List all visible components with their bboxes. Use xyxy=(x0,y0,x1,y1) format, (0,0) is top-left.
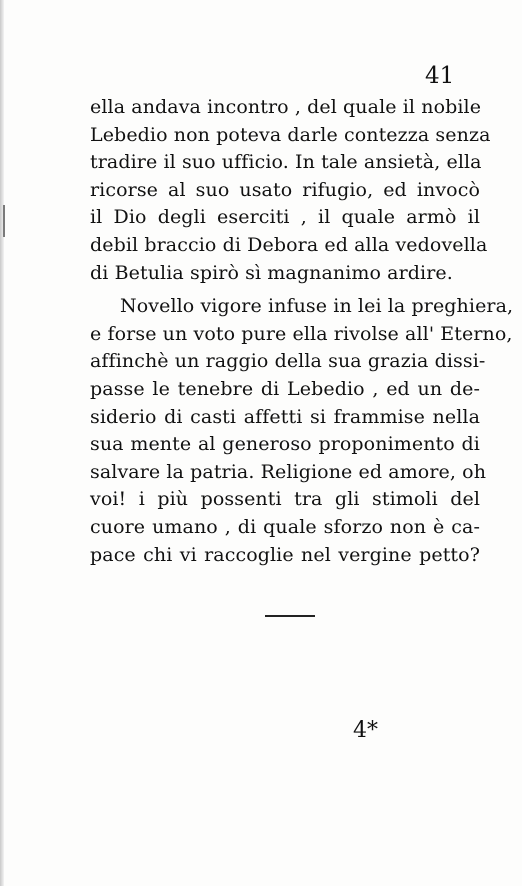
text-line: cuore umano , di quale sforzo non è ca- xyxy=(90,515,480,538)
text-line: ricorse al suo usato rifugio, ed invocò xyxy=(90,178,480,201)
text-line: Novello vigore infuse in lei la preghiera, xyxy=(120,295,514,318)
text-line: salvare la patria. Religione ed amore, oh xyxy=(90,460,487,483)
text-line: sua mente al generoso proponimento di xyxy=(90,433,480,456)
text-line: pace chi vi raccoglie nel vergine petto? xyxy=(90,543,480,566)
text-line: di Betulia spirò sì magnanimo ardire. xyxy=(90,261,453,284)
text-line: il Dio degli eserciti , il quale armò il xyxy=(90,206,480,229)
text-line: Lebedio non poteva darle contezza senza xyxy=(90,123,491,146)
section-rule xyxy=(265,615,315,617)
text-line: ella andava incontro , del quale il nobile xyxy=(90,96,482,118)
body-text xyxy=(90,94,514,569)
text-line: e forse un voto pure ella rivolse all' Eterno, xyxy=(90,322,513,345)
text-line: voi! i più possenti tra gli stimoli del xyxy=(90,488,480,511)
paragraph-2 xyxy=(90,293,514,569)
text-line: tradire il suo ufficio. In tale ansietà, ella xyxy=(90,151,482,174)
text-line: siderio di casti affetti si frammise nella xyxy=(90,405,480,428)
page-number: 41 xyxy=(425,63,455,89)
signature-mark: 4* xyxy=(353,718,378,743)
margin-mark xyxy=(3,205,5,237)
text-line: debil braccio di Debora ed alla vedovella xyxy=(90,233,488,256)
spine-shadow xyxy=(0,0,4,886)
paragraph-1 xyxy=(90,94,491,287)
text-line: passe le tenebre di Lebedio , ed un de- xyxy=(90,377,480,400)
text-line: affinchè un raggio della sua grazia dissi- xyxy=(90,350,486,373)
